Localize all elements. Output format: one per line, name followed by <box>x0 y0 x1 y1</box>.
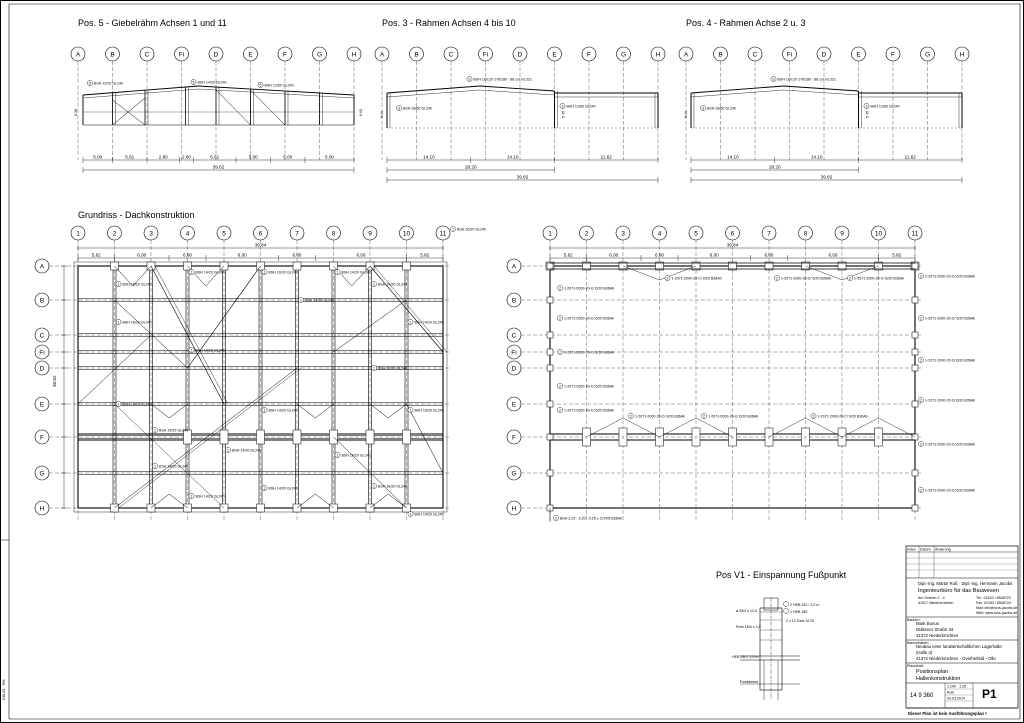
planR-tag-14-num: 2 <box>812 414 815 419</box>
planR-dim-total-0: 39.84 <box>726 242 739 248</box>
planR-row-H-label: H <box>511 505 517 513</box>
tb-project-label: Bauvorhaben: <box>907 641 930 645</box>
planR-tag-7: 1-2071-2000-20-C/ 6/20 B36Ab <box>564 350 615 355</box>
tb-mail: Mail: info@russ-jacobs.de <box>976 606 1018 610</box>
elev4-dim-total-0: 39.82 <box>820 174 833 180</box>
planR-tag-14: 1-2071-2000-20-C/ 6/20 B36Ab <box>817 414 868 419</box>
tb-phone: Tel.: 02163 / 8548723 <box>976 596 1011 600</box>
tb-owner-1: Mark Bonus <box>916 621 939 626</box>
title-pos5: Pos. 5 - Giebelrähm Achsen 1 und 11 <box>78 18 227 28</box>
planL-tag-2-num: 1 <box>336 270 339 275</box>
planL-row-D-label: D <box>39 365 45 373</box>
planR-tag-3: 1-2071-2000-20-C/ 6/20 B36Ab <box>854 276 905 281</box>
elev3-tag-b: BSH 16/60 GL24h <box>403 106 433 111</box>
planR-axis-8-label: 8 <box>803 230 808 238</box>
planR-axis-2-label: 2 <box>584 230 589 238</box>
planR-dim-2: 6.00 <box>655 252 664 258</box>
planR-tag-5-num: 2 <box>559 316 561 321</box>
planR-tag-2-num: 2 <box>776 276 778 281</box>
planR-axis-1-label: 1 <box>548 230 552 238</box>
planR-axis-3-label: 3 <box>621 230 625 238</box>
planL-axis-3-label: 3 <box>149 230 153 238</box>
planL-tag-3-num: 1 <box>117 282 120 287</box>
elev4-tag-a-num: 3 <box>772 77 775 82</box>
title-v1: Pos V1 - Einspannung Fußpunkt <box>716 570 847 580</box>
planR-tag-6-num: 2 <box>920 316 922 321</box>
tb-web: Web: www.russ-jacobs.de <box>976 611 1018 615</box>
planL-tag-16: BSH 14/20 GL24h <box>159 464 189 469</box>
planL-side-total: 39.82 <box>52 375 57 387</box>
planL-row-Fi-label: Fi <box>39 349 45 357</box>
elev4-axis-Fi-label: Fi <box>786 51 793 59</box>
planL-tag-4-num: 1 <box>373 282 375 287</box>
elev3-tag-b-num: 3 <box>398 106 400 111</box>
elev4-axis-A-label: A <box>683 51 689 59</box>
planL-tag-15: BSH 16/20 GL24h <box>341 453 371 458</box>
planR-tag-13: 1-2071-2000-20-C/ 6/20 B36Ab <box>708 414 759 419</box>
elev5-dim-5: 5.00 <box>248 154 258 160</box>
elev5-axis-H-label: H <box>351 51 357 59</box>
elev5-tag-b: BSH 14/20 GL24h <box>197 80 227 85</box>
elev5-axis-E-label: E <box>248 51 253 59</box>
planL-tag-20: BSH 14/20 GL24h <box>414 512 444 517</box>
planR-axis-7-label: 7 <box>767 230 771 238</box>
v1-label-7: Fundament <box>740 680 759 684</box>
tb-project-number: 14 9 360 <box>910 693 934 699</box>
elev3-tag-c: BSH 12/60 GL24h <box>566 104 596 109</box>
v1-label-4: ø 35/4 x 12,5 <box>736 609 757 613</box>
planR-tag-1-num: 2 <box>666 276 669 281</box>
planR-tag-9: 1-2071-2000-20-C/ 6/20 B36Ab <box>564 384 615 389</box>
planL-tag-7: BSH 14/20 GL24h <box>414 320 444 325</box>
planR-tag-15: 1-2071-2000-20-C/ 6/20 B36Ab <box>925 442 976 447</box>
planL-tag-17: BSH 14/20 GL24h <box>268 486 298 491</box>
planR-row-Fi-label: Fi <box>511 349 517 357</box>
elev5-axis-Fi-label: Fi <box>178 51 185 59</box>
svg-text:▯: ▯ <box>695 435 697 440</box>
planL-tag-14-num: 1 <box>227 448 229 453</box>
elev5-dim-4: 5.61 <box>210 154 220 160</box>
elev3-axis-B-label: B <box>414 51 419 59</box>
elev5-dim-3: 2.80 <box>182 154 191 160</box>
elev4-dim-1: 14.10 <box>810 154 823 160</box>
planL-tag-8: BSH 14/20 GL24h <box>195 348 225 353</box>
planR-tag-15-num: 2 <box>920 442 922 447</box>
tb-project-2: (Halle 3) <box>916 650 933 655</box>
planL-tag-0: BSH 16/20 GL24h <box>268 270 298 275</box>
elev5-tag-c: BSH 12/60 GL24h <box>264 83 294 88</box>
planL-axis-11-label: 11 <box>439 230 447 238</box>
planR-row-B-label: B <box>511 297 517 305</box>
planL-tag-9: BSH 16/20 GL24h <box>378 366 408 371</box>
elev4-height-1: 6.41 <box>684 111 688 118</box>
planL-tag-6-num: 1 <box>117 320 120 325</box>
elev4-axis-D-label: D <box>821 51 827 59</box>
planR-tag-5: 1-2071-2000-20-C/ 6/20 B36Ab <box>564 316 615 321</box>
tb-project-3: 41372 Niederkrüchten - Overhetfeld - Olle <box>916 656 996 661</box>
planL-tag-4: BSH 14/20 GL24h <box>378 282 408 287</box>
elev3-axis-A-label: A <box>379 51 385 59</box>
elev4-axis-G-label: G <box>924 51 931 59</box>
elev4-tag-b-num: 3 <box>702 106 704 111</box>
elev3-dim-sub-0: 28.20 <box>465 164 477 170</box>
planR-tag-12: 1-2071-2000-20-C/ 6/20 B36Ab <box>635 414 686 419</box>
svg-text:▯: ▯ <box>731 435 734 440</box>
elev4-axis-E-label: E <box>856 51 861 59</box>
planL-row-E-label: E <box>39 401 45 409</box>
planL-axis-4-label: 4 <box>185 230 190 238</box>
tb-plan-1: Positionsplan <box>916 669 949 675</box>
planL-tag-5-num: 1 <box>300 298 302 303</box>
planL-tag-20-num: 1 <box>409 512 412 517</box>
elev5-tag-a-num: 5 <box>89 81 91 86</box>
elev3-height-2: 5.45 <box>561 111 566 118</box>
svg-text:▯: ▯ <box>804 435 807 440</box>
elev3-axis-H-label: H <box>655 51 661 59</box>
svg-text:▯: ▯ <box>585 435 588 440</box>
planL-dim-4: 6.00 <box>292 252 302 258</box>
tb-header-date: Datum <box>920 547 931 552</box>
tb-drawn: Ruß <box>947 690 954 695</box>
elev3-dim-total-0: 39.82 <box>516 174 529 180</box>
tb-header-index: Index <box>907 547 916 552</box>
planL-tag-12-num: 1 <box>409 408 412 413</box>
elev5-axis-G-label: G <box>316 51 323 59</box>
planR-tag-8-num: 2 <box>920 358 922 363</box>
title-grundriss: Grundriss - Dachkonstruktion <box>78 210 195 220</box>
planL-tag-9-num: 1 <box>373 366 375 371</box>
planR-tag-6: 1-2071-2000-20-C/ 6/20 B36Ab <box>925 316 976 321</box>
planL-row-B-label: B <box>39 297 45 305</box>
elev5-tag-a: BSH 12/20 GL24h <box>94 81 124 86</box>
tb-firm-2: Ingenieurbüro für das Bauwesen <box>918 588 999 594</box>
elev4-tag-a: BSH 16/120-176/180 - 88 cm GL32c <box>777 77 836 82</box>
planR-tag-7-num: 2 <box>559 350 561 355</box>
planL-tag-12: BSH 16/20 GL24h <box>414 408 444 413</box>
planR-tag-4-num: 2 <box>920 274 922 279</box>
planL-dim-6: 5.82 <box>420 252 430 258</box>
tb-project-1: Neubau einer landwirtschaftlichen Lagerhalle <box>916 644 1002 649</box>
planR-tag-2: 1-2071-2000-20-C/ 6/20 B36Ab <box>781 276 832 281</box>
planR-row-F-label: F <box>512 434 516 442</box>
planR-axis-9-label: 9 <box>840 230 844 238</box>
planR-dim-5: 6.00 <box>828 252 838 258</box>
elev4-tag-c: BSH 12/60 GL24h <box>870 104 900 109</box>
elev3-tag-c-num: 3 <box>561 104 564 109</box>
planR-axis-11-label: 11 <box>911 230 919 238</box>
planL-tag-10: BSH 14/20 GL24h <box>122 402 152 407</box>
elev4-dim-2: 11.62 <box>904 154 916 160</box>
planL-row-H-label: H <box>39 505 45 513</box>
planR-dim-4: 6.00 <box>764 252 774 258</box>
planL-tag-11: BSH 14/20 GL24h <box>268 408 298 413</box>
planR-axis-4-label: 4 <box>657 230 662 238</box>
planL-tag-8-num: 1 <box>190 348 193 353</box>
planL-tag-13-num: 1 <box>154 428 156 433</box>
elev5-height-left: 6.38 <box>74 109 78 116</box>
planR-row-C-label: C <box>511 332 517 340</box>
v1-label-3: 2 x 12 Gew. M 20 <box>786 619 814 623</box>
svg-text:▯: ▯ <box>877 435 880 440</box>
elev5-dim-2: 2.80 <box>158 154 168 160</box>
planR-axis-5-label: 5 <box>694 230 698 238</box>
elev3-height-1: 6.41 <box>380 111 384 118</box>
planL-dim-0: 5.82 <box>91 252 101 258</box>
planL-tag-0-num: 1 <box>263 270 266 275</box>
elev3-axis-E-label: E <box>552 51 557 59</box>
planR-tag-0-num: 2 <box>559 286 561 291</box>
planR-tag-3-num: 2 <box>849 276 851 281</box>
planL-row-G-label: G <box>39 470 45 478</box>
tb-firm-1: Dipl.-Ing. Martin Ruß · Dipl.-Ing. Hermann Jacobs <box>918 581 1013 586</box>
planL-tag-6: BSH 16/20 GL24h <box>122 320 152 325</box>
elev3-axis-D-label: D <box>517 51 523 59</box>
elev3-tag-a: BSH 16/120-176/180 - 88 cm GL32c <box>473 77 532 82</box>
planL-dim-5: 6.00 <box>356 252 366 258</box>
planL-row-F-label: F <box>40 434 44 442</box>
planL-tag-17-num: 1 <box>263 486 266 491</box>
v1-label-2: 1 HEB 180 <box>790 610 808 614</box>
planL-axis-10-label: 10 <box>402 230 411 238</box>
svg-text:▯: ▯ <box>658 435 661 440</box>
planL-tag-11-num: 1 <box>263 408 266 413</box>
planL-tag-19: BSH 14/20 GL24h <box>195 494 225 499</box>
elev5-dim-1: 5.61 <box>125 154 135 160</box>
planR-row-G-label: G <box>511 470 517 478</box>
tb-footer-note: Dieser Plan ist kein Ausführungsplan ! <box>908 711 987 716</box>
elev5-axis-F-label: F <box>283 51 287 59</box>
elev5-axis-D-label: D <box>213 51 219 59</box>
elev4-dim-sub-0: 28.20 <box>769 164 781 170</box>
planR-tag-1: 1-2071-2000-20-C/ 6/20 B36Ab <box>671 276 722 281</box>
elev4-axis-B-label: B <box>718 51 723 59</box>
elev3-axis-C-label: C <box>448 51 454 59</box>
elev5-axis-A-label: A <box>75 51 81 59</box>
planR-dim-0: 5.82 <box>563 252 573 258</box>
planR-tag-4: 1-2071-2000-20-C/ 6/20 B36Ab <box>925 274 976 279</box>
tb-owner-2: Dülkener Straße 34 <box>916 627 954 632</box>
elev4-axis-C-label: C <box>752 51 758 59</box>
elev3-dim-1: 14.10 <box>506 154 519 160</box>
planR-tag-foot: BSH 2,20 - 2,20 - 0,25 ± C/24/8 B36Ab <box>560 516 623 521</box>
planR-row-A-label: A <box>511 263 517 271</box>
elev3-dim-0: 14.10 <box>423 154 435 160</box>
svg-text:▯: ▯ <box>768 435 770 440</box>
elev4-tag-b: BSH 16/60 GL24h <box>707 106 737 111</box>
planL-dim-3: 6.00 <box>237 252 247 258</box>
tb-owner-3: 41372 Niederkrüchten <box>916 633 959 638</box>
planL-tag-19-num: 1 <box>190 494 193 499</box>
planL-axis-6-label: 6 <box>258 230 263 238</box>
planL-axis-1-label: 1 <box>76 230 80 238</box>
planL-row-C-label: C <box>39 332 45 340</box>
planR-tag-12-num: 2 <box>630 414 632 419</box>
planL-tag-2: BSH 14/20 GL24h <box>341 270 371 275</box>
planR-tag-11-num: 2 <box>559 408 561 413</box>
planR-tag-0: 1-2071-2000-20-C/ 6/20 B36Ab <box>564 286 615 291</box>
planL-tag-14: BSH 14/20 GL24h <box>232 448 262 453</box>
planL-tag-7-num: 1 <box>409 320 412 325</box>
planR-axis-10-label: 10 <box>874 230 883 238</box>
planL-tag-corner: BSH 16/20 GL24h <box>457 227 487 232</box>
planL-row-A-label: A <box>39 263 45 271</box>
planR-tag-16-num: 2 <box>920 488 922 493</box>
title-pos3: Pos. 3 - Rahmen Achsen 4 bis 10 <box>382 18 516 28</box>
tb-scale: 1:100 · 1:25 <box>947 684 967 689</box>
elev4-tag-c-num: 3 <box>865 104 868 109</box>
elev4-height-2: 5.45 <box>865 111 870 118</box>
planL-dim-1: 6.00 <box>137 252 147 258</box>
planL-tag-15-num: 1 <box>336 453 339 458</box>
title-pos4: Pos. 4 - Rahmen Achse 2 u. 3 <box>686 18 806 28</box>
elev5-dim-total-0: 39.62 <box>212 164 225 170</box>
planL-axis-8-label: 8 <box>331 230 336 238</box>
planR-dim-6: 5.82 <box>892 252 902 258</box>
tb-header-change: Änderung <box>935 547 951 552</box>
svg-text:▯: ▯ <box>622 435 624 440</box>
elev3-tag-a-num: 3 <box>468 77 471 82</box>
planL-tag-1: BSH 14/20 GL24h <box>195 270 225 275</box>
v1-label-1: 2 HEB 240 / 3,0 m <box>790 603 820 607</box>
tb-addr-2: 41517 Niederkrüchten <box>918 601 954 605</box>
planR-axis-6-label: 6 <box>730 230 735 238</box>
planR-tag-13-num: 2 <box>703 414 705 419</box>
planL-tag-5: BSH 14/20 GL24h <box>305 298 335 303</box>
tb-addr-1: Am Graben 2 - 4 <box>918 596 945 600</box>
planL-dim-2: 6.00 <box>183 252 192 258</box>
planR-tag-8: 1-2071-2000-20-C/ 6/20 B36Ab <box>925 358 976 363</box>
planL-axis-5-label: 5 <box>222 230 226 238</box>
elev5-height-right: 6.63 <box>359 109 363 116</box>
tb-fax: Fax: 02163 / 8548724 <box>976 601 1011 605</box>
elev3-axis-G-label: G <box>620 51 627 59</box>
planL-tag-16-num: 1 <box>154 464 156 469</box>
elev5-dim-7: 5.00 <box>325 154 334 160</box>
svg-text:▯: ▯ <box>841 435 843 440</box>
elev4-dim-0: 14.10 <box>727 154 739 160</box>
planR-row-D-label: D <box>511 365 517 373</box>
planL-tag-18: BSH 16/20 GL24h <box>378 484 408 489</box>
planL-tag-13: BSH 14/20 GL24h <box>159 428 189 433</box>
planL-tag-1-num: 1 <box>190 270 193 275</box>
planR-tag-10-num: 2 <box>920 398 922 403</box>
elev3-axis-Fi-label: Fi <box>482 51 489 59</box>
planL-tag-3: BSH 16/20 GL24h <box>122 282 152 287</box>
planR-dim-1: 6.00 <box>609 252 619 258</box>
elev5-tag-b-num: 5 <box>192 80 195 85</box>
side-stamp: DIN A3 · 594 <box>2 679 6 700</box>
planR-tag-16: 1-2071-2000-20-C/ 6/20 B36Ab <box>925 488 976 493</box>
elev5-axis-B-label: B <box>110 51 115 59</box>
elev3-axis-F-label: F <box>587 51 591 59</box>
elev5-axis-C-label: C <box>144 51 150 59</box>
elev3-dim-2: 11.62 <box>600 154 612 160</box>
tb-sheet-number: P1 <box>982 687 997 701</box>
planR-dim-3: 6.00 <box>709 252 719 258</box>
planL-axis-9-label: 9 <box>368 230 372 238</box>
elev5-dim-0: 5.00 <box>93 154 103 160</box>
planL-tag-18-num: 1 <box>373 484 375 489</box>
tb-plan-label: Planinhalt: <box>907 664 924 668</box>
elev5-tag-c-num: 5 <box>259 83 262 88</box>
v1-label-5: HEB 240 / 1,5 m <box>732 655 759 659</box>
planL-tag-corner-num: 1 <box>452 227 454 232</box>
planR-tag-9-num: 2 <box>559 384 561 389</box>
planL-dim-total-0: 39.84 <box>254 242 267 248</box>
planL-tag-10-num: 1 <box>117 402 120 407</box>
elev4-axis-H-label: H <box>959 51 965 59</box>
tb-date: 03.03.2014 <box>947 696 965 701</box>
planL-axis-2-label: 2 <box>112 230 117 238</box>
planR-row-E-label: E <box>511 401 517 409</box>
v1-label-6: Rohr 18/4 x 2,0 <box>736 625 761 629</box>
tb-plan-2: Hallenkonstruktion <box>916 676 961 682</box>
tb-owner-label: Bauherr: <box>907 618 921 622</box>
elev4-axis-F-label: F <box>891 51 895 59</box>
planL-axis-7-label: 7 <box>295 230 299 238</box>
planR-tag-11: 1-2071-2000-20-C/ 6/20 B36Ab <box>564 408 615 413</box>
planR-tag-10: 1-2071-2000-20-C/ 6/20 B36Ab <box>925 398 976 403</box>
elev5-dim-6: 5.00 <box>283 154 293 160</box>
planR-tag-foot-num: 2 <box>555 516 557 521</box>
